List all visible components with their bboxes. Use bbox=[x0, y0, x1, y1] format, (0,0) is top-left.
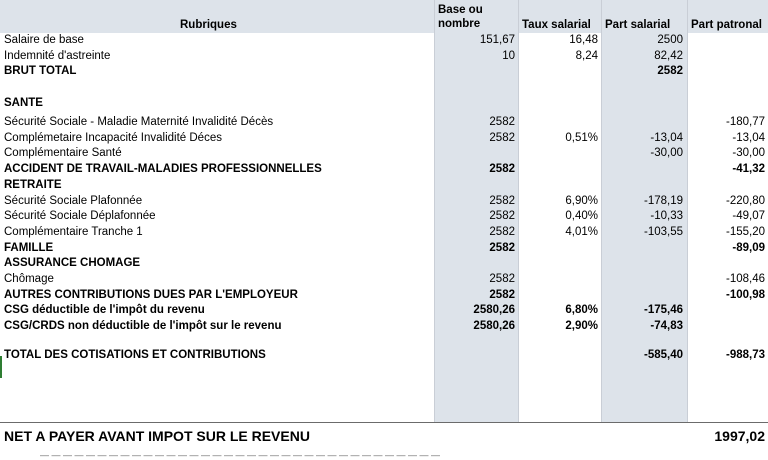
table-row bbox=[0, 131, 768, 147]
row-taux: 4,01% bbox=[565, 225, 598, 238]
row-taux: 16,48 bbox=[569, 34, 598, 46]
row-base: 10 bbox=[502, 49, 515, 62]
row-part-patronal: -108,46 bbox=[725, 273, 765, 285]
row-base: 2582 bbox=[489, 210, 515, 223]
row-base: 2582 bbox=[489, 273, 515, 285]
row-label: Complémentaire Tranche 1 bbox=[4, 225, 143, 238]
table-row bbox=[0, 33, 768, 49]
row-part-salarial: -175,46 bbox=[643, 304, 683, 317]
row-part-salarial: 82,42 bbox=[654, 49, 683, 62]
row-label: Indemnité d'astreinte bbox=[4, 49, 111, 62]
row-part-salarial: -30,00 bbox=[650, 147, 683, 160]
row-base: 2582 bbox=[489, 131, 515, 144]
row-label: Chômage bbox=[4, 273, 54, 285]
row-label: Complémetaire Incapacité Invalidité Déces bbox=[4, 131, 222, 144]
truncated-next-row: — — — — — — — — — — — — — — — — — — — — — — — — — — — — — — — — — — — bbox=[40, 450, 441, 460]
row-label: ASSURANCE CHOMAGE bbox=[4, 257, 141, 270]
row-base: 2580,26 bbox=[473, 320, 515, 333]
row-part-patronal: -30,00 bbox=[732, 147, 765, 160]
row-taux: 6,90% bbox=[565, 194, 598, 207]
row-label: SANTE bbox=[4, 96, 43, 109]
row-base: 2582 bbox=[489, 241, 515, 254]
table-row bbox=[0, 256, 768, 272]
row-base: 2582 bbox=[489, 288, 515, 301]
row-label: Salaire de base bbox=[4, 34, 84, 46]
table-row bbox=[0, 288, 768, 304]
row-taux: 8,24 bbox=[575, 49, 598, 62]
row-part-patronal: -89,09 bbox=[732, 241, 765, 254]
row-part-patronal: -41,32 bbox=[732, 163, 765, 176]
row-part-salarial: -103,55 bbox=[643, 225, 683, 238]
row-label: AUTRES CONTRIBUTIONS DUES PAR L'EMPLOYEUR bbox=[4, 288, 298, 301]
row-label: TOTAL DES COTISATIONS ET CONTRIBUTIONS bbox=[4, 349, 266, 361]
row-part-patronal: -220,80 bbox=[725, 194, 765, 207]
cell-cursor-marker bbox=[0, 356, 2, 378]
header-part-patronal: Part patronal bbox=[691, 19, 762, 31]
table-row bbox=[0, 115, 768, 131]
row-base: 2582 bbox=[489, 194, 515, 207]
row-part-patronal: -180,77 bbox=[725, 116, 765, 128]
row-label: CSG/CRDS non déductible de l'impôt sur le revenu bbox=[4, 320, 282, 333]
table-row bbox=[0, 319, 768, 335]
row-taux: 6,80% bbox=[565, 304, 598, 317]
row-base: 2580,26 bbox=[473, 304, 515, 317]
table-row bbox=[0, 272, 768, 288]
table-row bbox=[0, 241, 768, 257]
table-row bbox=[0, 209, 768, 225]
row-label: Complémentaire Santé bbox=[4, 147, 122, 160]
row-taux: 0,40% bbox=[565, 210, 598, 223]
table-row bbox=[0, 64, 768, 80]
row-base: 2582 bbox=[489, 116, 515, 128]
header-taux-salarial: Taux salarial bbox=[522, 19, 591, 31]
table-row bbox=[0, 96, 768, 112]
row-part-salarial: 2500 bbox=[657, 34, 683, 46]
row-label: BRUT TOTAL bbox=[4, 65, 77, 78]
table-row bbox=[0, 225, 768, 241]
row-base: 2582 bbox=[489, 225, 515, 238]
table-row bbox=[0, 162, 768, 178]
row-part-patronal: -100,98 bbox=[725, 288, 765, 301]
header-part-salarial: Part salarial bbox=[605, 19, 671, 31]
row-label: RETRAITE bbox=[4, 178, 62, 191]
row-base: 151,67 bbox=[479, 34, 515, 46]
row-part-salarial: 2582 bbox=[657, 65, 683, 78]
row-label: Sécurité Sociale - Maladie Maternité Invalidité Décès bbox=[4, 116, 274, 128]
table-row bbox=[0, 348, 768, 364]
table-row bbox=[0, 303, 768, 319]
table-row bbox=[0, 80, 768, 96]
net-to-pay-value: 1997,02 bbox=[714, 428, 765, 444]
header-base: Base ou nombre bbox=[438, 4, 483, 30]
row-label: CSG déductible de l'impôt du revenu bbox=[4, 304, 205, 317]
row-label: ACCIDENT DE TRAVAIL-MALADIES PROFESSIONNELLES bbox=[4, 163, 322, 176]
row-part-salarial: -585,40 bbox=[643, 349, 683, 361]
row-label: Sécurité Sociale Plafonnée bbox=[4, 194, 143, 207]
row-part-salarial: -178,19 bbox=[643, 194, 683, 207]
row-part-patronal: -13,04 bbox=[732, 131, 765, 144]
row-taux: 0,51% bbox=[565, 131, 598, 144]
row-part-salarial: -10,33 bbox=[650, 210, 683, 223]
table-row bbox=[0, 178, 768, 194]
table-row bbox=[0, 146, 768, 162]
row-taux: 2,90% bbox=[565, 320, 598, 333]
row-part-patronal: -155,20 bbox=[725, 225, 765, 238]
header-rubriques: Rubriques bbox=[180, 19, 237, 31]
row-part-patronal: -49,07 bbox=[732, 210, 765, 223]
row-label: FAMILLE bbox=[4, 241, 54, 254]
row-part-salarial: -74,83 bbox=[650, 320, 683, 333]
table-row bbox=[0, 194, 768, 210]
row-base: 2582 bbox=[489, 163, 515, 176]
row-part-patronal: -988,73 bbox=[725, 349, 765, 361]
row-part-salarial: -13,04 bbox=[650, 131, 683, 144]
row-label: Sécurité Sociale Déplafonnée bbox=[4, 210, 156, 223]
net-to-pay-label: NET A PAYER AVANT IMPOT SUR LE REVENU bbox=[4, 428, 310, 444]
table-row bbox=[0, 49, 768, 65]
net-to-pay-bar bbox=[0, 422, 768, 460]
